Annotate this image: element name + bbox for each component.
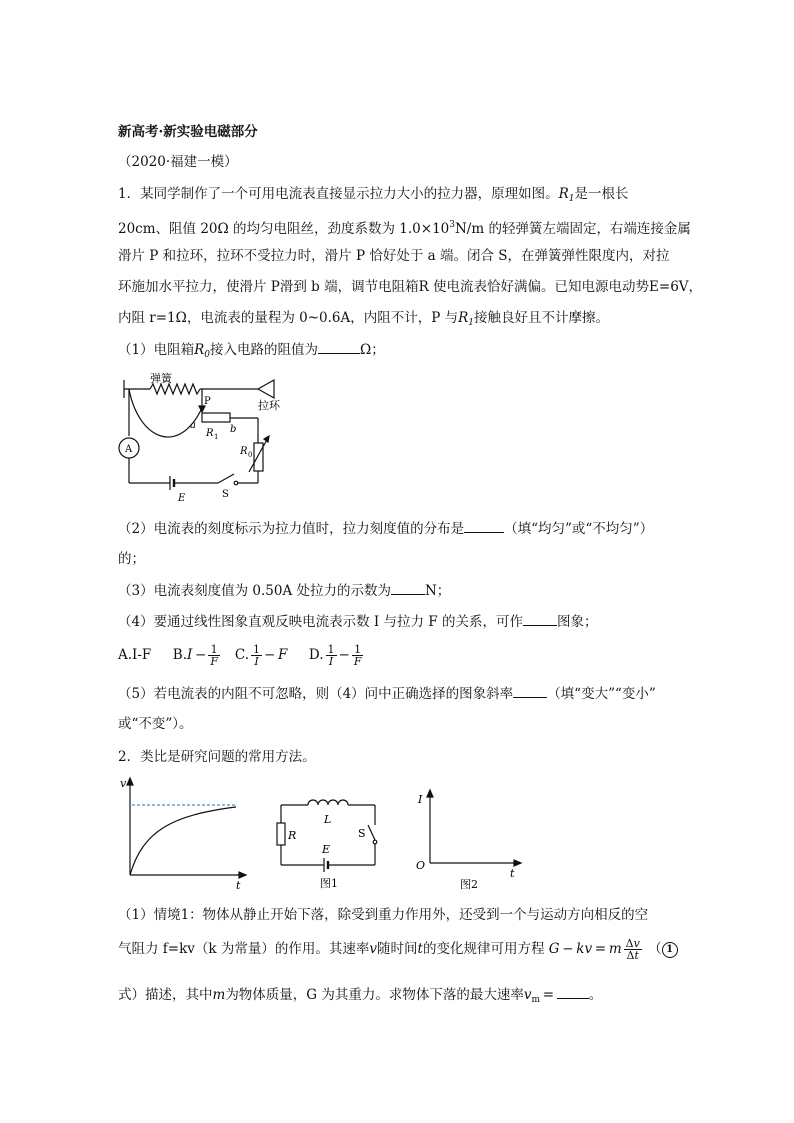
answer-blank[interactable] [513,683,547,698]
r1-sub: 1 [214,433,219,441]
q1-line4: 环施加水平拉力，使滑片 P滑到 b 端，调节电阻箱R 使电流表恰好满偏。已知电源电动势E=6V， [118,279,703,295]
q2-part1-line2: 气阻力 f=kv（k 为常量）的作用。其速率v随时间t的变化规律可用方程 G − kv = m $\frac{\Delta v}{\Delta t}$ （ 1 [118,938,678,961]
s-label: S [358,827,366,840]
r0-label: R [240,446,248,457]
s-label: S [222,489,229,500]
p-label: P [204,396,211,407]
q1-part1: （1）电阻箱$R_0$接入电路的阻值为 Ω； [118,339,385,365]
eq-marker: 1 [662,942,678,958]
option-c[interactable]: C. $\frac{1}{I}$ − F [234,643,288,668]
origin-label: O [416,859,426,872]
q1-line1: 1．某同学制作了一个可用电流表直接显示拉力大小的拉力器，原理如图。$R_1$是一根长 [118,186,629,204]
l-label: L [324,813,332,826]
q1-part2: （2）电流表的刻度标示为拉力值时，拉力刻度值的分布是 （填“均匀”或“不均匀”） [118,518,653,539]
answer-blank[interactable] [464,518,504,533]
source-label: （2020·福建一模） [118,154,238,170]
answer-blank[interactable] [557,984,589,999]
e-label: E [322,843,331,856]
r1-label: R [206,428,214,439]
q1-part5-end: 或“不变”）。 [118,716,193,732]
q1-line3: 滑片 P 和拉环，拉环不受拉力时，滑片 P 恰好处于 a 端。闭合 S，在弹簧弹性限度内，对拉 [118,248,670,264]
q1-options [118,644,365,667]
q2-it-axes [410,785,525,890]
q2-part1-line3: 式）描述，其中m为物体质量，G 为其重力。求物体下落的最大速率$v_m$ = 。 [118,984,602,1010]
option-a[interactable]: A.I-F [118,647,152,663]
answer-blank[interactable] [318,339,360,354]
answer-blank[interactable] [391,580,425,595]
a-label: a [190,420,196,431]
spring-label: 弹簧 [150,372,172,385]
q1-part2-end: 的； [118,551,145,567]
q2-rl-circuit [268,795,388,890]
q1-circuit-figure [118,368,298,503]
q2-line1: 2．类比是研究问题的常用方法。 [118,749,316,765]
r-label: R [288,829,297,842]
t-axis-label: t [236,879,241,890]
r0-sub: 0 [248,451,253,459]
t-axis-label: t [510,867,515,880]
section-title: 新高考·新实验电磁部分 [118,124,258,140]
option-d[interactable]: D. $\frac{1}{I}$ − $\frac{1}{F}$ [308,643,362,668]
q1-part5: （5）若电流表的内阻不可忽略，则（4）问中正确选择的图象斜率 （填“变大”“变小” [118,683,656,704]
option-b[interactable]: B.I − $\frac{1}{F}$ [172,643,218,668]
i-axis-label: I [418,793,423,806]
q2-part1-line1: （1）情境1：物体从静止开始下落，除受到重力作用外，还受到一个与运动方向相反的空 [118,907,649,923]
q1-part3: （3）电流表刻度值为 0.50A 处拉力的示数为 N； [118,580,450,601]
q2-vt-graph [118,775,253,890]
q1-line2: 20cm、阻值 20Ω 的均匀电阻丝，劲度系数为 $1.0\times 10^3N/m$ 的轻弹簧左端固定，右端连接金属 [118,220,691,237]
ring-label: 拉环 [258,399,280,412]
q1-part4: （4）要通过线性图象直观反映电流表示数 I 与拉力 F 的关系，可作 图象； [118,611,597,632]
fig2-caption: 图2 [460,878,478,890]
q1-line5: 内阻 r=1Ω，电流表的量程为 0~0.6A，内阻不计，P 与$R_1$接触良好且不计摩擦。 [118,310,610,328]
fig1-caption: 图1 [320,877,338,890]
e-label: E [178,493,186,503]
answer-blank[interactable] [523,611,557,626]
v-axis-label: v [120,777,127,790]
ammeter-label: A [125,444,133,455]
b-label: b [230,424,237,435]
